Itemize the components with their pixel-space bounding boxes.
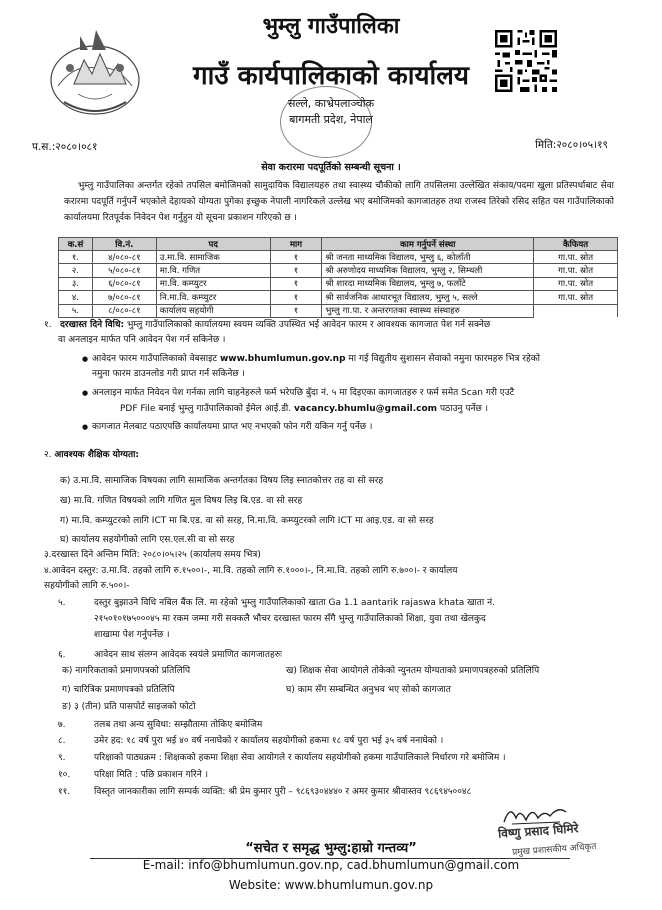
section-number: १.	[44, 320, 52, 330]
section-number: ५.	[58, 598, 66, 608]
cell-remarks: गा.पा. स्रोत	[534, 251, 618, 264]
cell-institution: श्री अरुणोदय माध्यमिक विद्यालय, भुम्लु २, सिम्थली	[322, 264, 534, 277]
section-text: भुम्लु गाउँपालिकाको कार्यालयमा स्वयम व्यक्ति उपस्थित भई आवेदन फारम र आवश्यक कागजात पेश गर्न सक्नेछ	[126, 320, 491, 330]
cell-institution: श्री जनता माध्यमिक विद्यालय, भुम्लु ६, कोलाँती	[322, 251, 534, 264]
cell-remarks: गा.पा. स्रोत	[534, 277, 618, 290]
section-4-fee: ४.आवेदन दस्तुर: उ.मा.वि. तहको लागि रु.१५००।-, मा.वि. तहको लागि रु.१०००।-, नि.मा.वि. तहको लागि रु.७००।- र कार्यालय	[44, 566, 458, 576]
footer-email[interactable]: E-mail: info@bhumlumun.gov.np, cad.bhumlumun@gmail.com	[142, 858, 520, 872]
section-7-salary: तलब तथा अन्य सुविधा: सम्झौतामा तोकिए बमोजिम	[94, 720, 263, 730]
cell-remarks: गा.पा. स्रोत	[534, 264, 618, 277]
col-header-institution: काम गर्नुपर्ने संस्था	[322, 238, 534, 251]
address-line-2: बागमती प्रदेश, नेपाल	[289, 113, 373, 126]
cell-demand: १	[270, 251, 322, 264]
section-title: आवश्यक शैक्षिक योग्यता:	[54, 450, 140, 460]
qualification-item: क) उ.मा.वि. सामाजिक विषयका लागि सामाजिक अन्तर्गतका विषय लिइ स्नातकोत्तर तह वा सो सरह	[60, 476, 384, 486]
cell-remarks: गा.पा. स्रोत	[534, 291, 618, 304]
footer-website[interactable]: Website: www.bhumlumun.gov.np	[228, 878, 434, 892]
vacancy-email-link[interactable]: vacancy.bhumlu@gmail.com	[294, 404, 438, 414]
cell-sn: १.	[59, 251, 93, 264]
section-11-contact: विस्तृत जानकारीका लागि सम्पर्क व्यक्ति: श्री प्रेम कुमार पुरी – ९८६९३०४४४० र अमर कुमार श्रीवास्तव ९८६९४५००४८	[94, 787, 472, 797]
office-title: गाउँ कार्यपालिकाको कार्यालय	[193, 61, 469, 91]
cell-demand: १	[270, 264, 322, 277]
cell-demand: १	[270, 291, 322, 304]
section-number: २.	[44, 450, 52, 460]
reference-number: प.स.:२०८०।०८१	[32, 141, 98, 153]
footer-motto: “सचेत र समृद्ध भुम्लु:हाम्रो गन्तव्य”	[245, 841, 417, 856]
officer-name-stamp: विष्णु प्रसाद घिमिरे	[497, 821, 579, 841]
cell-post: उ.मा.वि. सामाजिक	[156, 251, 270, 264]
col-header-post: पद	[156, 238, 270, 251]
section-5-payment-cont: २१५०१०१७५०००४५ मा रकम जम्मा गरी सक्कलै भौचर दरखास्त फारम सँगै भुम्लु गाउँपालिकाको शिक्षा, युवा तथा खेलकुद	[94, 614, 486, 624]
section-number: ६.	[58, 650, 66, 660]
section-number: ८.	[58, 736, 66, 746]
cell-post: मा.वि. कम्प्युटर	[156, 277, 270, 290]
bullet-online-submit: ● अनलाइन मार्फत निवेदन पेश गर्नका लागि चाहनेहरुले फर्म भरेपछि बुँदा नं. ५ मा दिइएका कागजातहरु र फर्म समेत Scan गरी एउटै	[92, 386, 614, 401]
col-header-sn: क.सं	[59, 238, 93, 251]
cell-institution: श्री सार्वजनिक आधारभूत विद्यालय, भुम्लु ५, सल्ले	[322, 291, 534, 304]
document-item: ख) शिक्षक सेवा आयोगले तोकेको न्युनतम योग्यताको प्रमाणपत्रहरुको प्रतिलिपि	[286, 666, 540, 676]
table-row	[59, 291, 618, 304]
cell-ad-no: ६/०८०-८१	[92, 277, 156, 290]
section-title: दरखास्त दिने विधि:	[60, 320, 125, 330]
cell-remarks	[534, 304, 618, 317]
bullet-download-form-cont: नमुना फारम डाउनलोड गरी प्राप्त गर्न सकिनेछ ।	[92, 369, 245, 379]
officer-role-stamp: प्रमुख प्रशासकीय अधिकृत	[511, 842, 597, 858]
cell-sn: २.	[59, 264, 93, 277]
cell-demand: १	[270, 304, 322, 317]
cell-institution: श्री शारदा माध्यमिक विद्यालय, भुम्लु ७, फलाँटे	[322, 277, 534, 290]
cell-sn: ३.	[59, 277, 93, 290]
table-row	[59, 251, 618, 264]
intro-paragraph: भुम्लु गाउँपालिका अन्तर्गत रहेको तपसिल बमोजिमको सामुदायिक विद्यालयहरु तथा स्वास्थ्य चौकीको लागि तपसिलमा उल्लेखित संकाय/पदमा खुला प्रतिस्पर्धाबाट सेवा करारमा पदपूर्ति गर्नुपर्ने भएकोले देहायको योग्यता पुगेका इच्छुक नेपाली नागरिकले उल्लेख भए बमोजिमको कागजातहरु तथा राजस्व तिरेको रसिद सहित यस गाउँपालिकाको कार्यालयमा रितपूर्वक निवेदन पेश गर्नुहुन यो सूचना प्रकाशन गरिएको छ ।	[64, 181, 614, 223]
cell-institution: भुम्लु गा.पा. र अन्तरगतका स्वास्थ्य संस्थाहरु	[322, 304, 534, 317]
office-stamp	[280, 86, 372, 158]
vacancy-table	[58, 237, 618, 318]
bullet-online-submit-cont: PDF File बनाई भुम्लु गाउँपालिकाको ईमेल आई.डी. vacancy.bhumlu@gmail.com पठाउनु पर्नेछ ।	[120, 404, 489, 414]
address-line-1: सल्ले, काभ्रेपलाञ्चोक	[287, 97, 375, 110]
col-header-demand: माग	[270, 238, 322, 251]
website-link[interactable]: www.bhumlumun.gov.np	[219, 354, 346, 364]
section-1-text-cont: वा अनलाइन मार्फत पनि आवेदन पेश गर्न सकिनेछ ।	[58, 335, 226, 345]
cell-ad-no: ७/०८०-८१	[92, 291, 156, 304]
document-item: घ) काम सँग सम्बन्धित अनुभव भए सोको कागजात	[286, 685, 451, 695]
cell-post: कार्यालय सहयोगी	[156, 304, 270, 317]
section-5-payment: दस्तुर बुझाउने विधि नबिल बैंक लि. मा रहेको भुम्लु गाउँपालिकाको खाता Ga 1.1 aantarik rajaswa khata खाता नं.	[94, 598, 495, 608]
bullet-download-form: ● आवेदन फारम गाउँपालिकाको वेबसाइट www.bhumlumun.gov.np मा गई विद्युतीय सुशासन सेवाको नमुना फारमहरु भित्र रहेको	[92, 352, 614, 367]
qualification-item: ग) मा.वि. कम्प्युटरको लागि ICT मा बि.एड. वा सो सरह, नि.मा.वि. कम्प्युटरको लागि ICT मा आइ.एड. वा सो सरह	[60, 516, 434, 526]
section-number: ७.	[58, 720, 66, 730]
table-row	[59, 264, 618, 277]
document-item: ग) चारित्रिक प्रमाणपत्रको प्रतिलिपि	[62, 685, 175, 695]
cell-post: मा.वि. गणित	[156, 264, 270, 277]
section-9-syllabus: परिक्षाको पाठ्यक्रम : शिक्षकको हकमा शिक्षा सेवा आयोगले र कार्यालय सहयोगीको हकमा गाउँपालिकाले निर्धारण गरे बमोजिम ।	[94, 753, 506, 763]
section-10-exam-date: परिक्षा मिति : पछि प्रकाशन गरिने ।	[94, 770, 208, 780]
section-5-payment-cont: शाखामा पेश गर्नुपर्नेछ ।	[94, 630, 170, 640]
section-number: ९.	[58, 753, 66, 763]
section-3-deadline: ३.दरखास्त दिने अन्तिम मिति: २०८०।०५।२५ (कार्यालय समय भित्र)	[44, 550, 261, 560]
col-header-ad-no: वि.नं.	[92, 238, 156, 251]
section-6-documents: आवेदन साथ संलग्न आवेदक स्वयंले प्रमाणित कागजातहरुः	[94, 650, 282, 660]
document-item: क) नागरिकताको प्रमाणपत्रको प्रतिलिपि	[62, 666, 191, 676]
qualification-item: ख) मा.वि. गणित विषयको लागि गणित मुल विषय लिइ बि.एड. वा सो सरह	[60, 496, 303, 506]
section-1-application-method	[44, 318, 624, 333]
section-number: १०.	[58, 770, 71, 780]
notice-date: मिति:२०८०।०५।१९	[535, 139, 608, 151]
col-header-remarks: कैफियत	[534, 238, 618, 251]
table-header-row	[59, 238, 618, 251]
table-row	[59, 277, 618, 290]
bullet-confirm-phone: ● कागजात मेलबाट पठाएपछि कार्यालयमा प्राप्त भए नभएको फोन गरी यकिन गर्नु पर्नेछ ।	[92, 420, 614, 435]
notice-subject: सेवा करारमा पदपूर्तिको सम्बन्धी सूचना ।	[261, 162, 401, 173]
cell-post: नि.मा.वि. कम्प्युटर	[156, 291, 270, 304]
document-item: ङ) ३ (तीन) प्रति पासपोर्ट साइजको फोटो	[62, 702, 196, 712]
table-row	[59, 304, 618, 317]
section-number: ११.	[58, 787, 71, 797]
cell-sn: ४.	[59, 291, 93, 304]
section-8-age-limit: उमेर हद: १८ वर्ष पुरा भई ४० वर्ष ननाघेको र कार्यालय सहयोगीको हकमा १८ वर्ष पुरा भई ३५ वर्ष ननाघेको ।	[94, 736, 444, 746]
cell-ad-no: ५/०८०-८१	[92, 264, 156, 277]
municipality-name: भुम्लु गाउँपालिका	[262, 14, 400, 39]
qualification-item: घ) कार्यालय सहयोगीको लागि एस.एल.सी वा सो सरह	[60, 535, 235, 545]
cell-ad-no: ८/०८०-८१	[92, 304, 156, 317]
cell-ad-no: ४/०८०-८१	[92, 251, 156, 264]
cell-sn: ५.	[59, 304, 93, 317]
section-4-fee-cont: सहयोगीको लागि रु.५००।-	[44, 581, 130, 591]
section-2-qualification	[44, 448, 624, 463]
cell-demand: १	[270, 277, 322, 290]
